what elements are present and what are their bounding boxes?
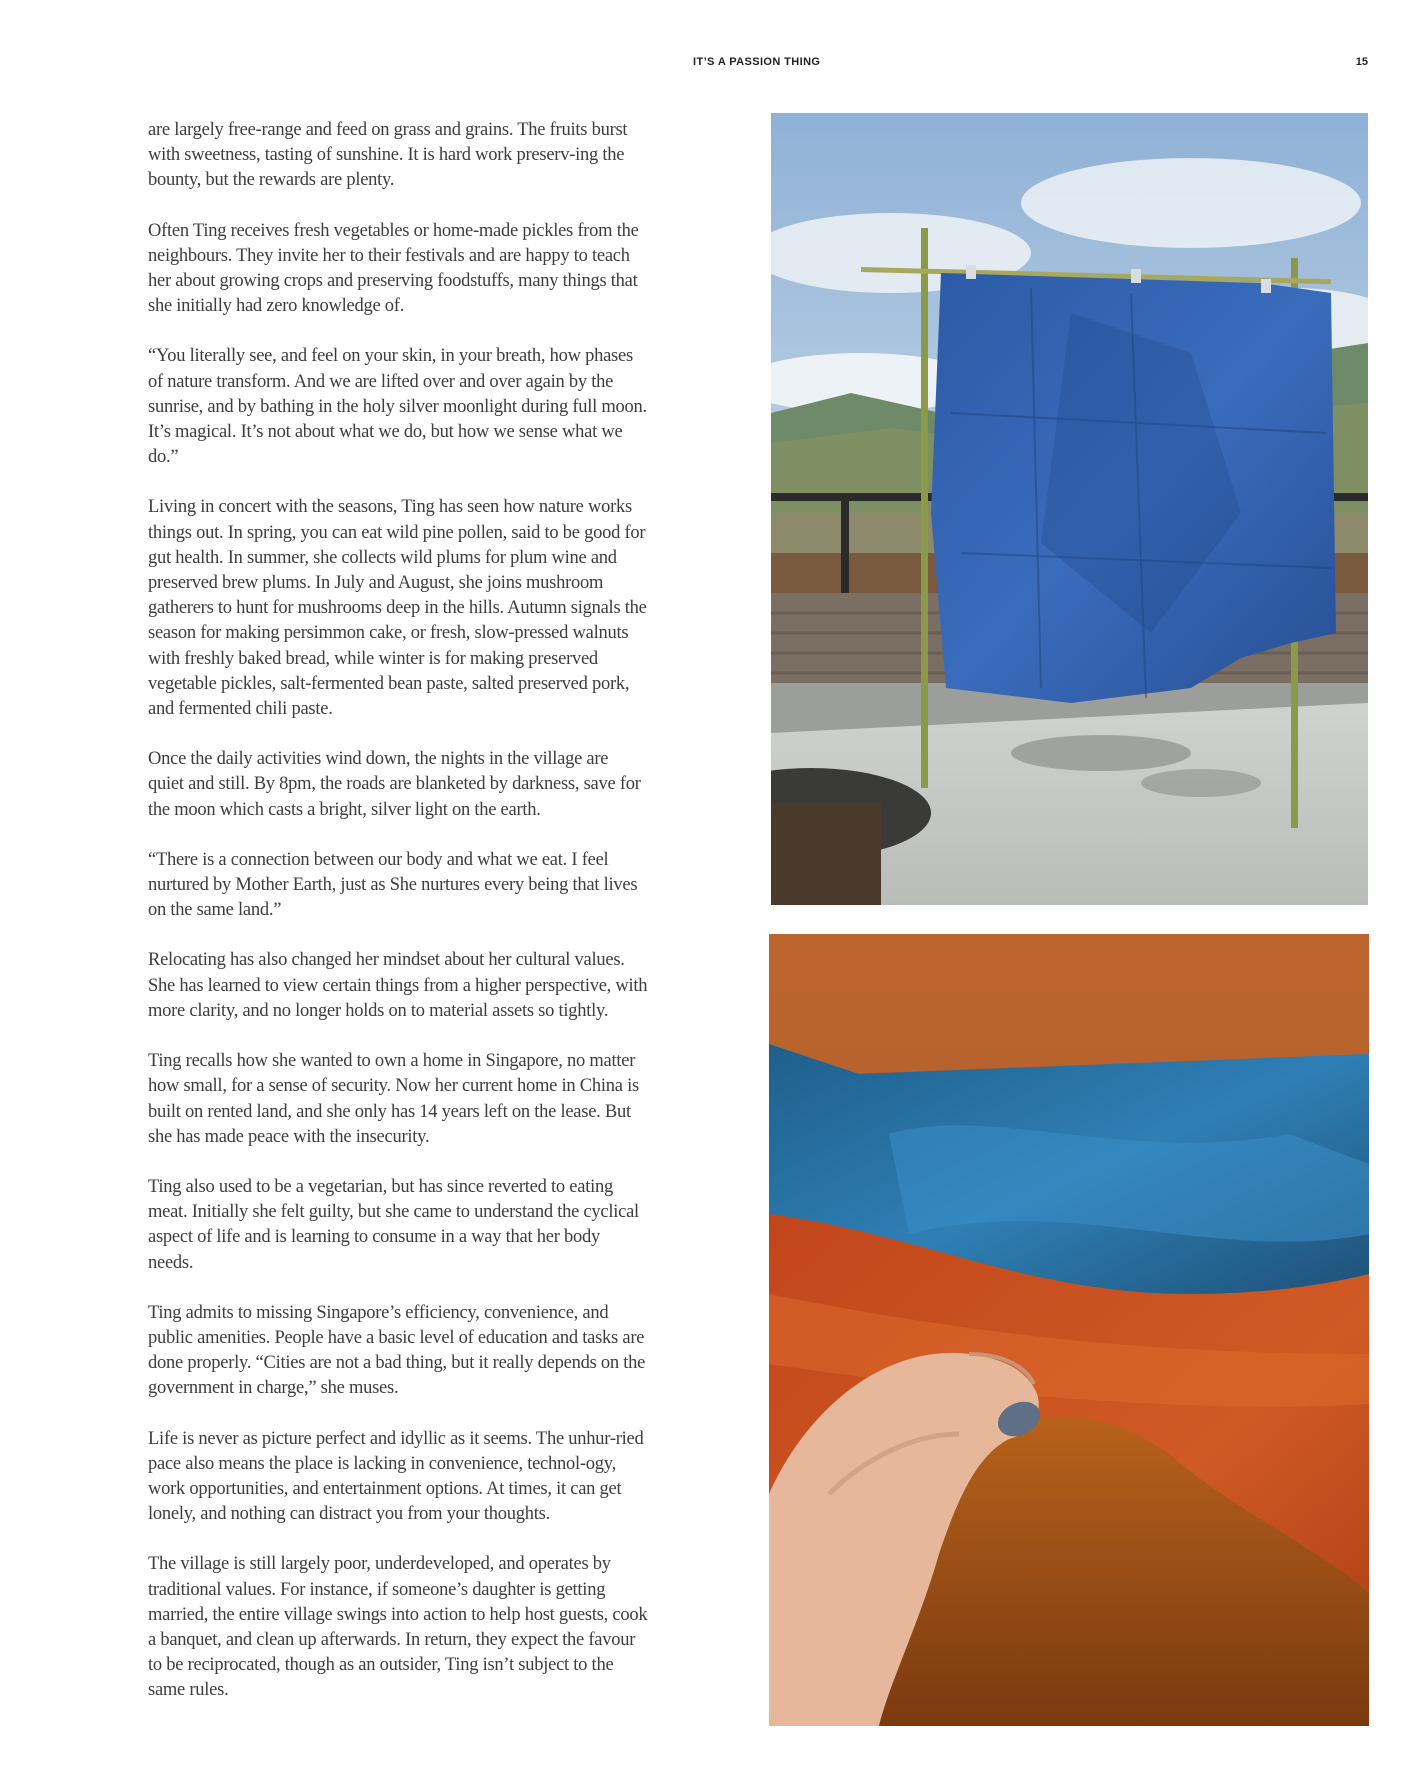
article-paragraph: Life is never as picture perfect and idyllic as it seems. The unhur-ried pace also means the place is lacking in convenience, technol-ogy, work opportunities, and entertainment options. At times, it can get lonely, and nothing can distract you from your thoughts. bbox=[148, 1428, 644, 1525]
article-paragraph: Often Ting receives fresh vegetables or home-made pickles from the neighbours. They invite her to their festivals and are happy to teach her about growing crops and preserving foodstuffs, many things that she initially had zero knowledge of. bbox=[148, 220, 639, 317]
page-number: 15 bbox=[1355, 56, 1368, 68]
article-paragraph: Relocating has also changed her mindset about her cultural values. She has learned to view certain things from a higher perspective, with more clarity, and no longer holds on to material assets so tightly. bbox=[148, 950, 648, 1021]
article-paragraph: The village is still largely poor, underdeveloped, and operates by traditional values. For instance, if someone’s daughter is getting married, the entire village swings into action to help host guests, cook a banquet, and clean up afterwards. In return, they expect the favour to be reciprocated, though as an outsider, Ting isn’t subject to the same rules. bbox=[148, 1554, 648, 1701]
article-paragraph: Ting also used to be a vegetarian, but has since reverted to eating meat. Initially she felt guilty, but she came to understand the cyclical aspect of life and is learning to consume in a way that her body needs. bbox=[148, 1176, 639, 1273]
article-paragraph: Ting recalls how she wanted to own a home in Singapore, no matter how small, for a sense of security. Now her current home in China is built on rented land, and she only has 14 years left on the lease. But she has made peace with the insecurity. bbox=[148, 1051, 639, 1147]
article-paragraph: are largely free-range and feed on grass and grains. The fruits burst with sweetness, tasting of sunshine. It is hard work preserv-ing the bounty, but the rewards are plenty. bbox=[148, 120, 628, 191]
article-paragraph: Once the daily activities wind down, the nights in the village are quiet and still. By 8pm, the roads are blanketed by darkness, save for the moon which casts a bright, silver light on the earth. bbox=[148, 749, 641, 820]
running-title: IT’S A PASSION THING bbox=[693, 56, 821, 68]
hand-orange-cloth-photo bbox=[769, 934, 1369, 1726]
article-body bbox=[148, 118, 648, 1729]
article-paragraph: Living in concert with the seasons, Ting has seen how nature works things out. In spring, you can eat wild pine pollen, said to be good for gut health. In summer, she collects wild plums for plum wine and preserved brew plums. In July and August, she joins mushroom gatherers to hunt for mushrooms deep in the hills. Autumn signals the season for making persimmon cake, or fresh, slow-pressed walnuts with freshly baked bread, while winter is for making preserved vegetable pickles, salt-fermented bean paste, salted preserved pork, and fermented chili paste. bbox=[148, 497, 647, 720]
article-paragraph: “There is a connection between our body and what we eat. I feel nurtured by Mother Earth, just as She nurtures every being that lives on the same land.” bbox=[148, 849, 638, 921]
article-paragraph: “You literally see, and feel on your skin, in your breath, how phases of nature transform. And we are lifted over and over again by the sunrise, and by bathing in the holy silver moonlight during full moon. It’s magical. It’s not about what we do, but how we sense what we do.” bbox=[148, 346, 647, 468]
indigo-cloth-rooftop-photo bbox=[771, 113, 1368, 905]
article-paragraph: Ting admits to missing Singapore’s efficiency, convenience, and public amenities. People have a basic level of education and tasks are done properly. “Cities are not a bad thing, but it really depends on the government in charge,” she muses. bbox=[148, 1302, 646, 1399]
